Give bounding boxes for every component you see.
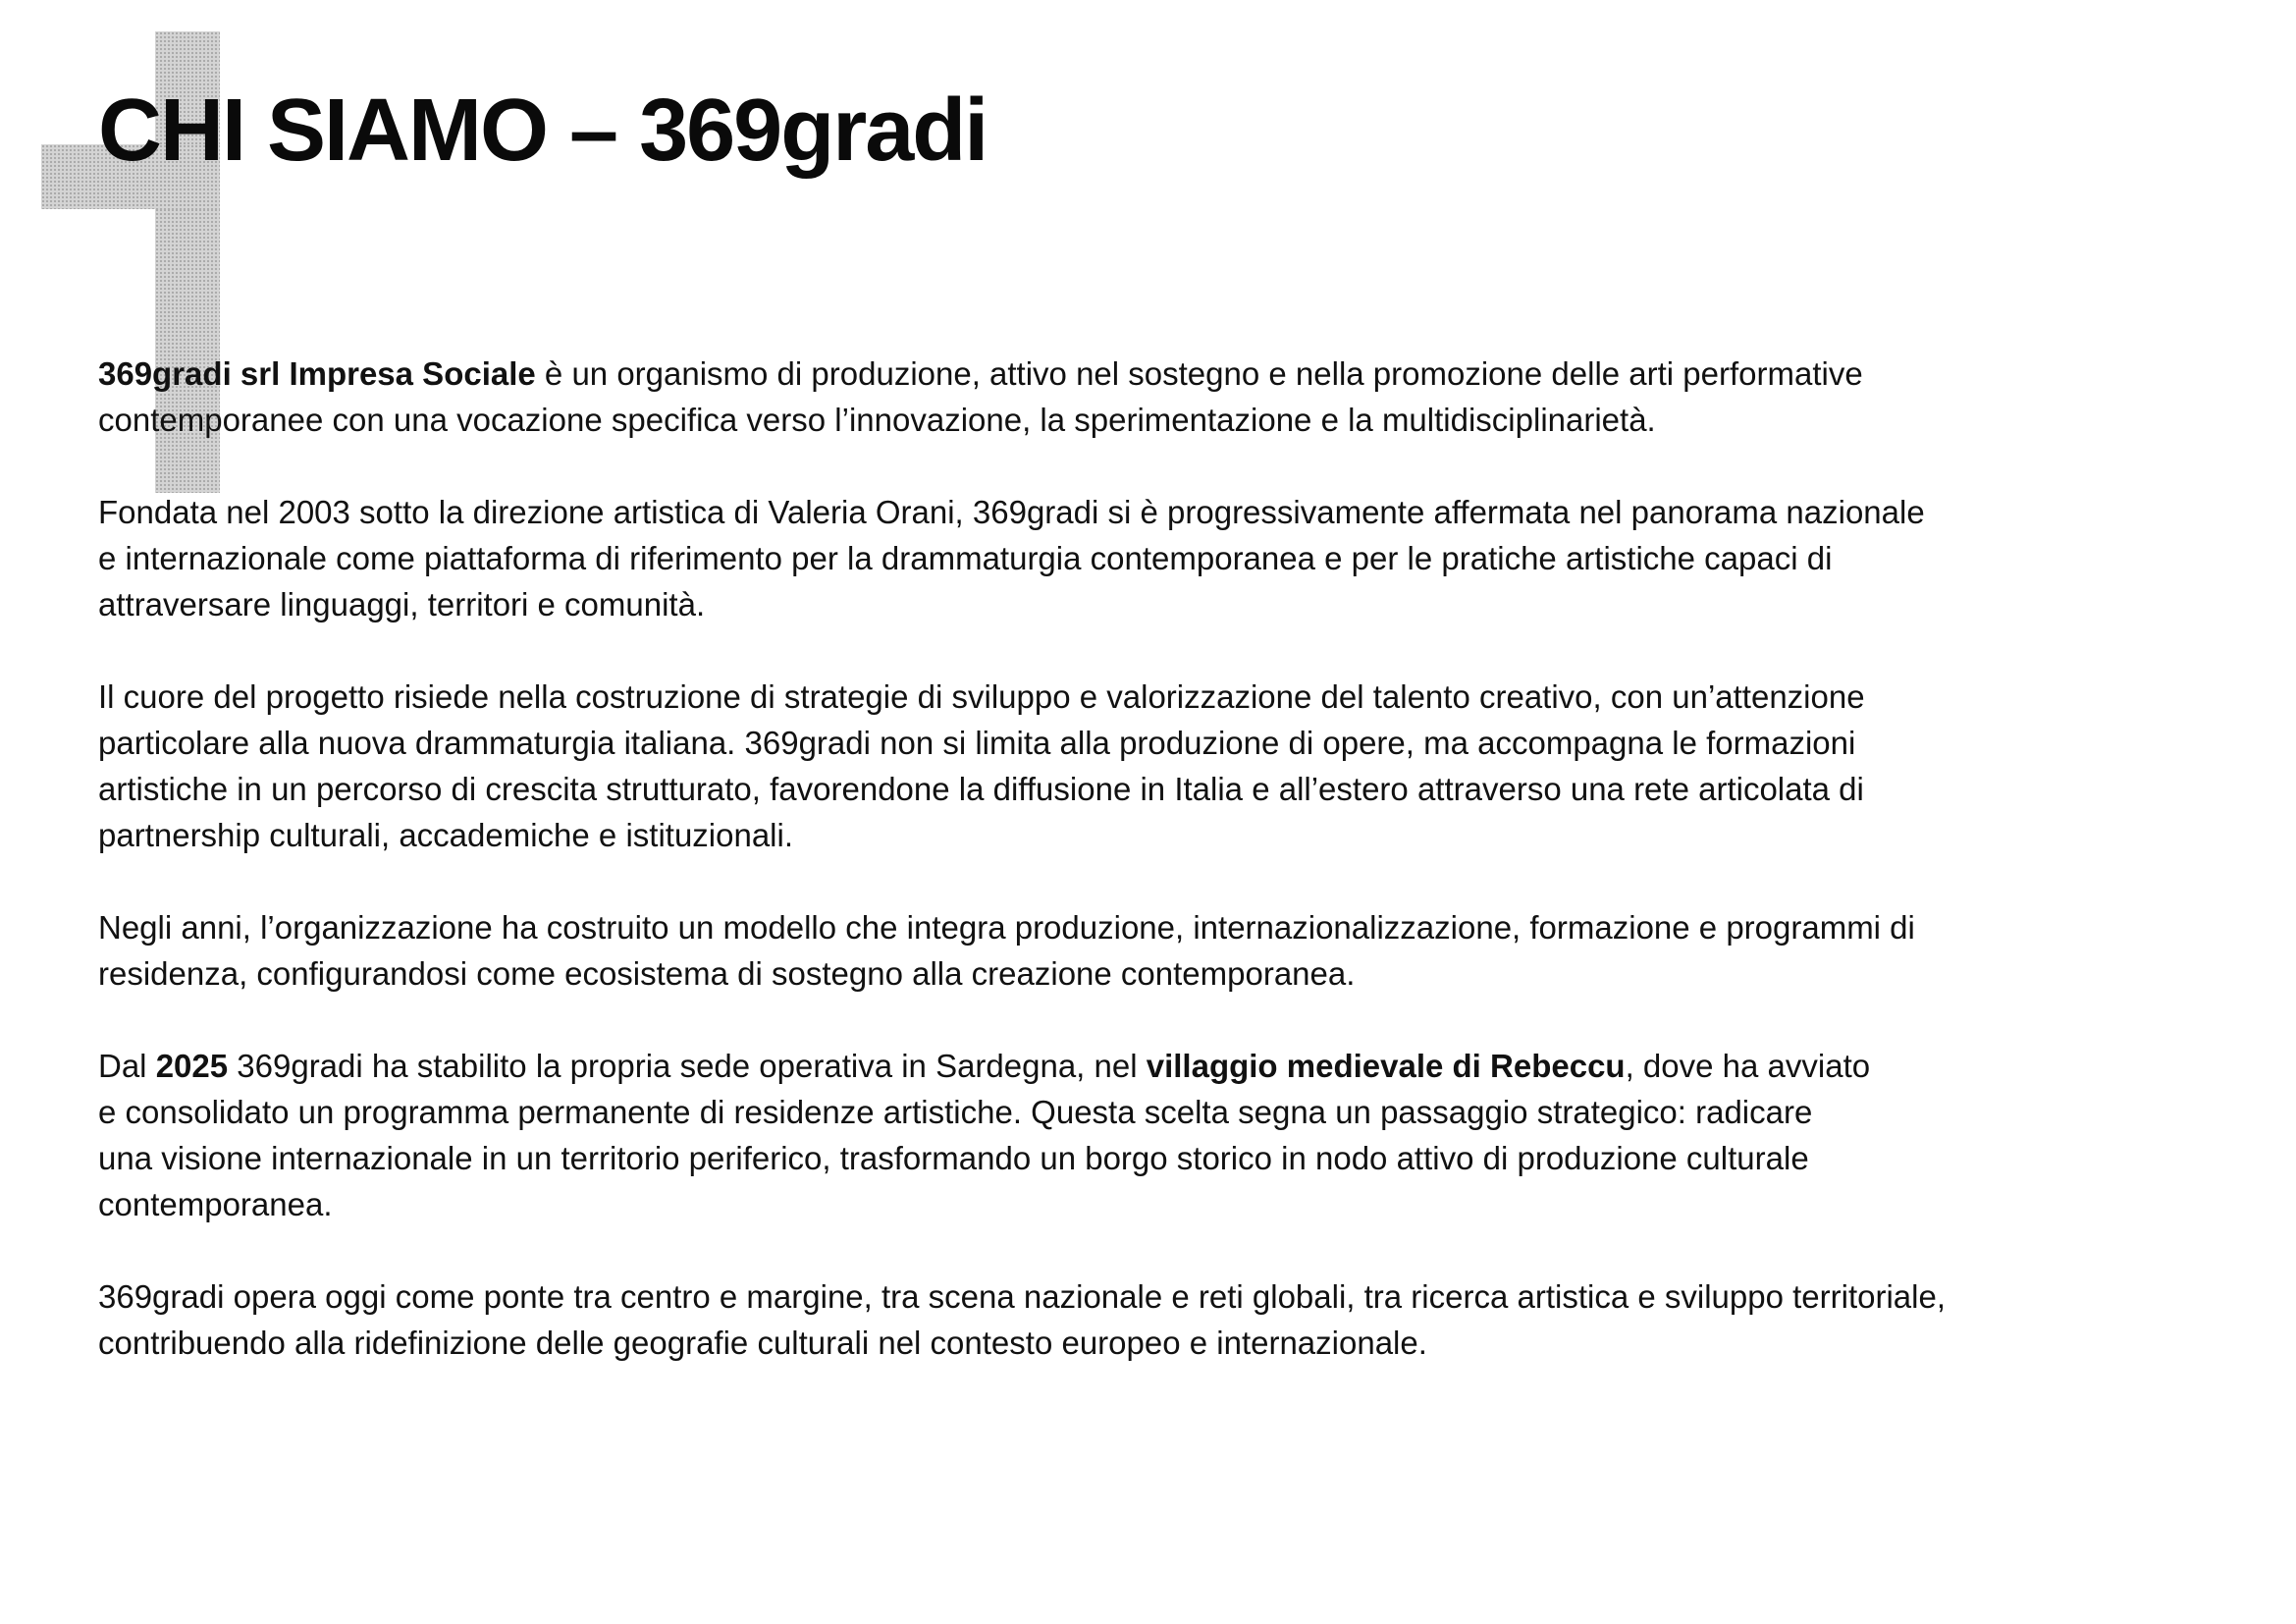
paragraph-today: 369gradi opera oggi come ponte tra centro e margine, tra scena nazionale e reti globali, tra ricerca artistica e sviluppo territoriale, contribuendo alla ridefinizione delle geografie culturali nel contesto europeo e internazionale. <box>98 1278 1946 1361</box>
place-highlight: villaggio medievale di Rebeccu <box>1146 1048 1626 1084</box>
paragraph-intro: 369gradi srl Impresa Sociale è un organismo di produzione, attivo nel sostegno e nella promozione delle arti performative contemporanee con una vocazione specifica verso l’innovazione, la sperimentazione e la multidisciplinarietà. <box>98 355 1863 438</box>
year-highlight: 2025 <box>155 1048 229 1084</box>
paragraph-founding: Fondata nel 2003 sotto la direzione artistica di Valeria Orani, 369gradi si è progressivamente affermata nel panorama nazionale e internazionale come piattaforma di riferimento per la drammaturgia contemporanea e per le pratiche artistiche capaci di attraversare linguaggi, territori e comunità. <box>98 494 1925 623</box>
paragraph-mission: Il cuore del progetto risiede nella costruzione di strategie di sviluppo e valorizzazione del talento creativo, con un’attenzione particolare alla nuova drammaturgia italiana. 369gradi non si limita alla produzione di opere, ma accompagna le formazioni artistiche in un percorso di crescita strutturato, favorendone la diffusione in Italia e all’estero attraverso una rete articolata di partnership culturali, accademiche e istituzionali. <box>98 678 1865 853</box>
page-title: CHI SIAMO – 369gradi <box>98 81 988 180</box>
body-text <box>98 351 2258 1412</box>
paragraph-sardinia: Dal 2025 369gradi ha stabilito la propria sede operativa in Sardegna, nel villaggio medievale di Rebeccu, dove ha avviato e consolidato un programma permanente di residenze artistiche. Questa scelta segna un passaggio strategico: radicare una visione internazionale in un territorio periferico, trasformando un borgo storico in nodo attivo di produzione culturale contemporanea. <box>98 1048 1871 1222</box>
company-name: 369gradi srl Impresa Sociale <box>98 355 536 392</box>
paragraph-model: Negli anni, l’organizzazione ha costruito un modello che integra produzione, internazionalizzazione, formazione e programmi di residenza, configurandosi come ecosistema di sostegno alla creazione contemporanea. <box>98 909 1915 992</box>
